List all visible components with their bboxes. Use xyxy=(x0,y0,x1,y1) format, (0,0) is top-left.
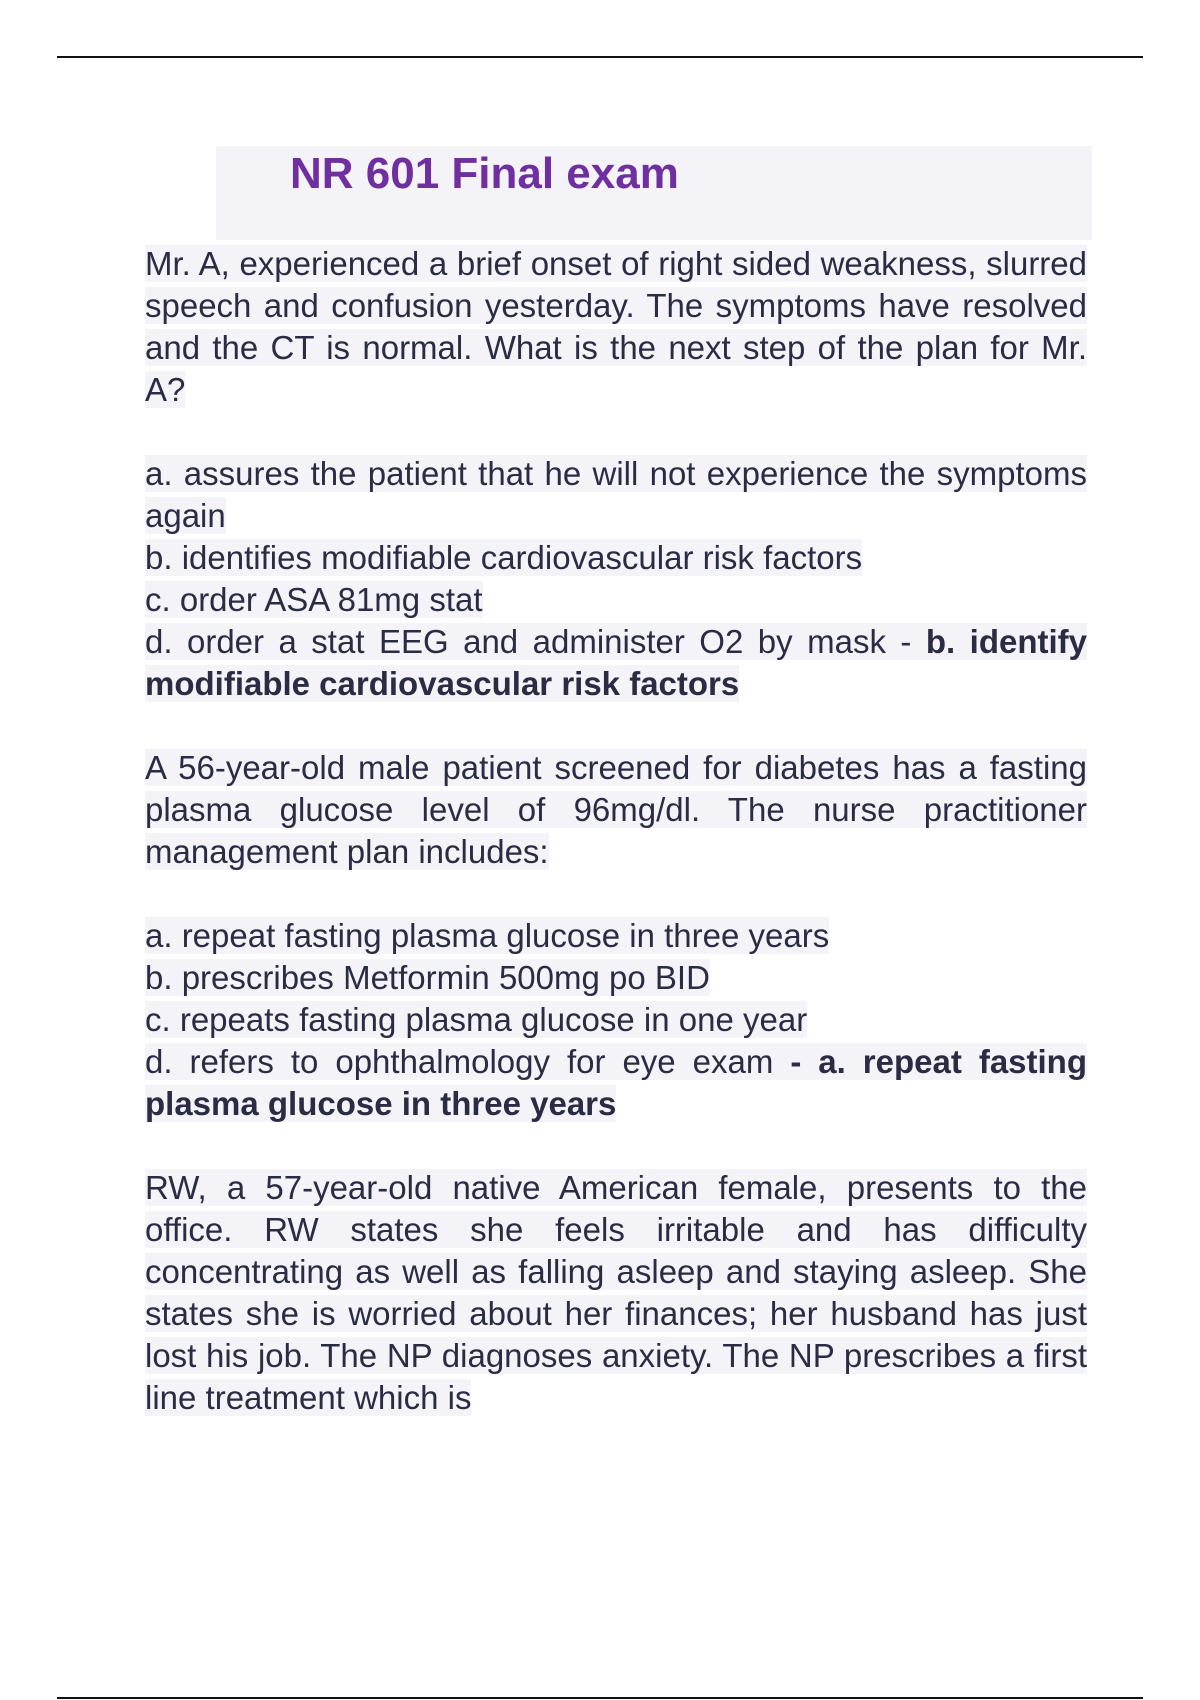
question-2 xyxy=(145,747,1087,873)
question-1-option-b: b. identifies modifiable cardiovascular risk factors xyxy=(145,539,863,576)
question-2-option-b: b. prescribes Metformin 500mg po BID xyxy=(145,959,710,996)
question-1 xyxy=(145,243,1087,411)
question-2-options xyxy=(145,915,1087,1125)
top-rule xyxy=(57,56,1143,58)
question-2-stem: A 56-year-old male patient screened for diabetes has a fasting plasma glucose level of 96mg/dl. The nurse practitioner management plan includes: xyxy=(145,749,1087,870)
question-1-option-d: d. order a stat EEG and administer O2 by mask - xyxy=(145,623,926,660)
question-1-options xyxy=(145,453,1087,705)
question-2-answer: - a. repeat fasting plasma glucose in three years xyxy=(145,1043,1087,1122)
document-body xyxy=(145,243,1087,1461)
question-2-option-d: d. refers to ophthalmology for eye exam xyxy=(145,1043,791,1080)
bottom-rule xyxy=(57,1697,1143,1699)
question-2-option-c: c. repeats fasting plasma glucose in one year xyxy=(145,1001,808,1038)
question-3 xyxy=(145,1167,1087,1419)
question-1-option-a: a. assures the patient that he will not experience the symptoms again xyxy=(145,455,1087,534)
document-title: NR 601 Final exam xyxy=(290,149,679,198)
question-3-stem: RW, a 57-year-old native American female, presents to the office. RW states she feels irritable and has difficulty concentrating as well as falling asleep and staying asleep. She states she is worried about her finances; her husband has just lost his job. The NP diagnoses anxiety. The NP prescribes a first line treatment which is xyxy=(145,1169,1087,1416)
question-2-option-a: a. repeat fasting plasma glucose in three years xyxy=(145,917,830,954)
question-1-option-c: c. order ASA 81mg stat xyxy=(145,581,483,618)
question-1-answer: b. identify modifiable cardiovascular risk factors xyxy=(145,623,1087,702)
question-1-stem: Mr. A, experienced a brief onset of right sided weakness, slurred speech and confusion yesterday. The symptoms have resolved and the CT is normal. What is the next step of the plan for Mr. A? xyxy=(145,245,1087,408)
